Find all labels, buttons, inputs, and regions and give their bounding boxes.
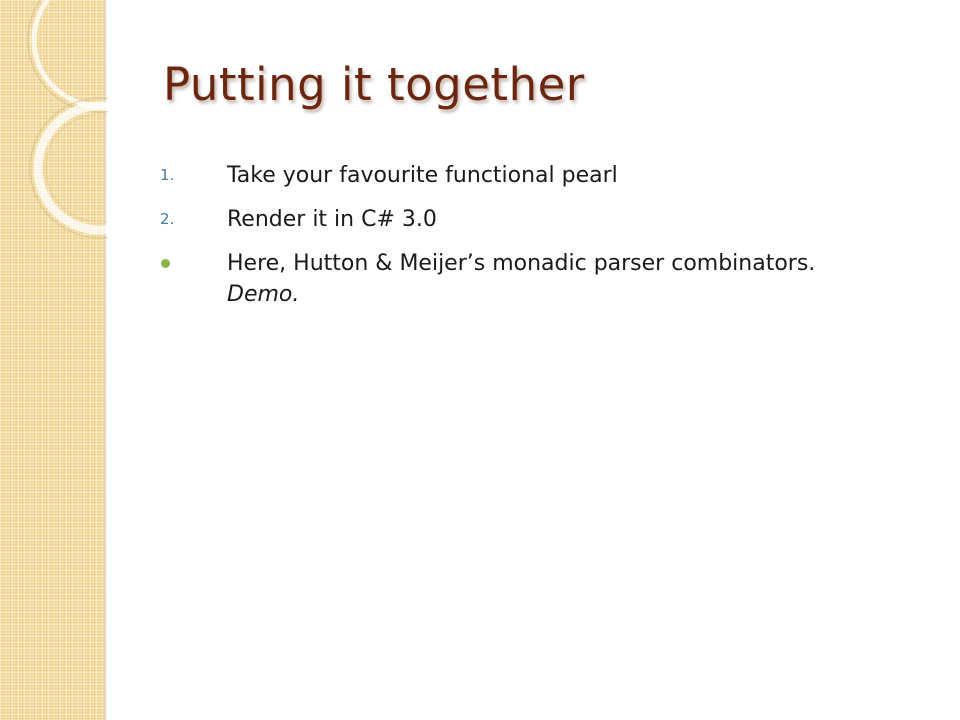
list-number: 2. xyxy=(160,210,175,228)
list-item xyxy=(160,160,940,191)
slide-title: Putting it together xyxy=(163,58,585,111)
list-item xyxy=(160,248,940,310)
demo-label: Demo. xyxy=(227,282,300,307)
list-number: 1. xyxy=(160,166,175,184)
list-item-text: Here, Hutton & Meijer’s monadic parser combinators. xyxy=(227,251,816,276)
list-item-text: Render it in C# 3.0 xyxy=(227,207,437,232)
list-item xyxy=(160,204,940,235)
decorative-arcs-icon xyxy=(0,0,108,240)
content-list xyxy=(160,160,940,323)
bullet-dot-icon xyxy=(161,259,170,268)
list-item-text: Take your favourite functional pearl xyxy=(227,163,618,188)
